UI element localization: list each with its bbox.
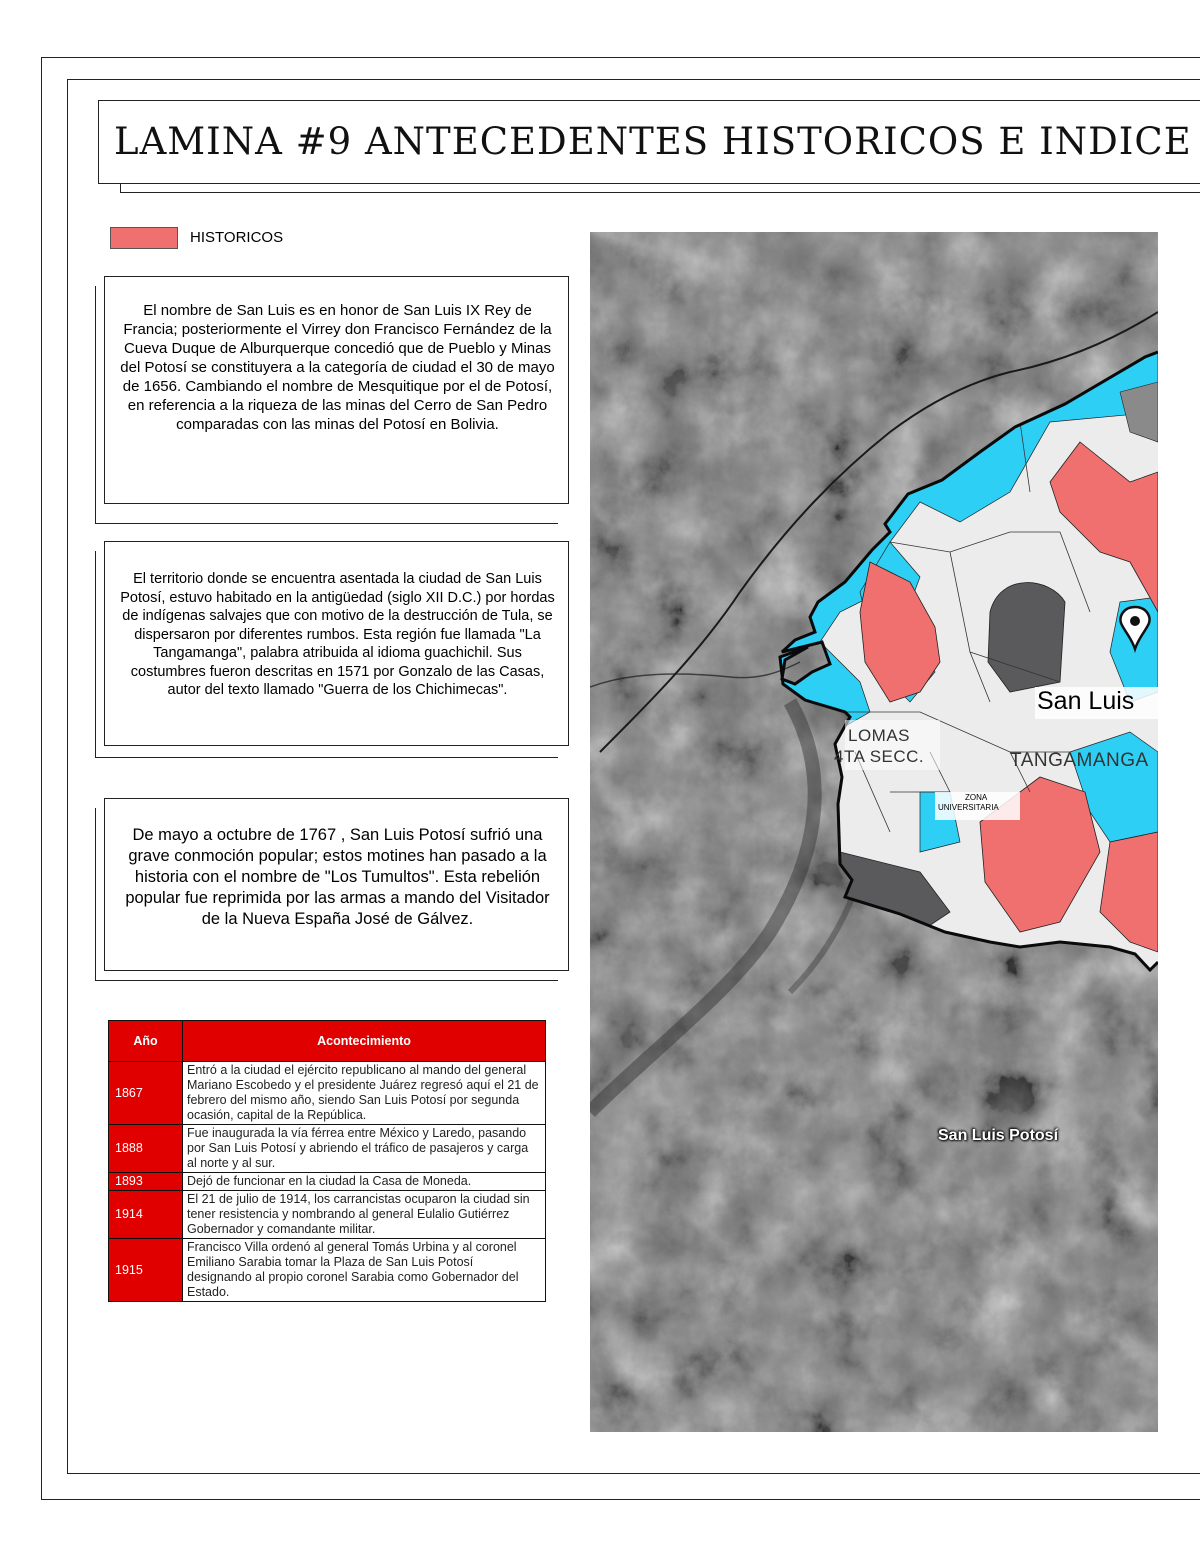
map-label-tangamanga: TANGAMANGA (1010, 750, 1149, 771)
text-box-2-content: El territorio donde se encuentra asentada la ciudad de San Luis Potosí, estuvo habitado en la antigüedad (siglo XII D.C.) por hordas de indígenas salvajes que con motivo de la destrucción de Tula, se dispersaron por diferentes rumbos. Esta región fue llamada "La Tangamanga", palabra atribuida al idioma guachichil. Sus costumbres fueron descritas en 1571 por Gonzalo de las Casas, autor del texto llamado "Guerra de los Chichimecas". (120, 571, 555, 698)
events-table (108, 1020, 546, 1302)
table-header-row (109, 1021, 546, 1062)
table-cell-year: 1888 (109, 1125, 183, 1173)
table-row (109, 1239, 546, 1302)
page-title: LAMINA #9 ANTECEDENTES HISTORICOS E INDICE (114, 120, 1192, 163)
map-label-lomas-secc: 4TA SECC. (834, 747, 925, 766)
table-cell-year: 1893 (109, 1173, 183, 1191)
map-label-universitaria: UNIVERSITARIA (938, 803, 999, 812)
text-box-3 (104, 798, 569, 971)
text-box-1-content: El nombre de San Luis es en honor de San Luis IX Rey de Francia; posteriormente el Virrey don Francisco Fernández de la Cueva Duque de Alburquerque concedió que de Pueblo y Minas del Potosí se constituyera a la categoría de ciudad el 30 de mayo de 1656. Cambiando el nombre de Mesquitique por el de Potosí, en referencia a la riqueza de las minas del Cerro de San Pedro comparadas con las minas del Potosí en Bolivia. (120, 302, 555, 433)
map-svg (590, 232, 1158, 1432)
table-row (109, 1173, 546, 1191)
text-box-1 (104, 276, 569, 504)
table-cell-event: Entró a la ciudad el ejército republicano al mando del general Mariano Escobedo y el presidente Juárez regresó aquí el 21 de febrero del mismo año, siendo San Luis Potosí por segunda ocasión, capital de la República. (183, 1062, 546, 1125)
table-cell-event: El 21 de julio de 1914, los carrancistas ocuparon la ciudad sin tener resistencia y nombrando al general Eulalio Gutiérrez Gobernador y comandante militar. (183, 1191, 546, 1239)
map-label-lomas: LOMAS (848, 726, 911, 745)
zone-dark-park (988, 583, 1065, 692)
column-header-event: Acontecimiento (183, 1021, 546, 1062)
legend-swatch-historicos (110, 227, 178, 249)
table-cell-year: 1914 (109, 1191, 183, 1239)
table-cell-year: 1915 (109, 1239, 183, 1302)
text-box-3-content: De mayo a octubre de 1767 , San Luis Potosí sufrió una grave conmoción popular; estos motines han pasado a la historia con el nombre de "Los Tumultos". Esta rebelión popular fue reprimida por las armas a mando del Visitador de la Nueva España José de Gálvez. (125, 826, 550, 928)
table-cell-year: 1867 (109, 1062, 183, 1125)
text-box-2 (104, 541, 569, 746)
map-panel[interactable] (590, 232, 1158, 1432)
table-cell-event: Fue inaugurada la vía férrea entre México y Laredo, pasando por San Luis Potosí y abriendo el tráfico de pasajeros y carga al norte y al sur. (183, 1125, 546, 1173)
legend-label-historicos: HISTORICOS (190, 229, 284, 246)
map-label-zona: ZONA (965, 793, 988, 802)
map-label-region: San Luis Potosí (938, 1127, 1059, 1144)
map-label-city: San Luis (1037, 687, 1135, 715)
column-header-year: Año (109, 1021, 183, 1062)
table-cell-event: Francisco Villa ordenó al general Tomás Urbina y al coronel Emiliano Sarabia tomar la Plaza de San Luis Potosí designando al propio coronel Sarabia como Gobernador del Estado. (183, 1239, 546, 1302)
table-cell-event: Dejó de funcionar en la ciudad la Casa de Moneda. (183, 1173, 546, 1191)
table-row (109, 1191, 546, 1239)
table-row (109, 1062, 546, 1125)
table-row (109, 1125, 546, 1173)
